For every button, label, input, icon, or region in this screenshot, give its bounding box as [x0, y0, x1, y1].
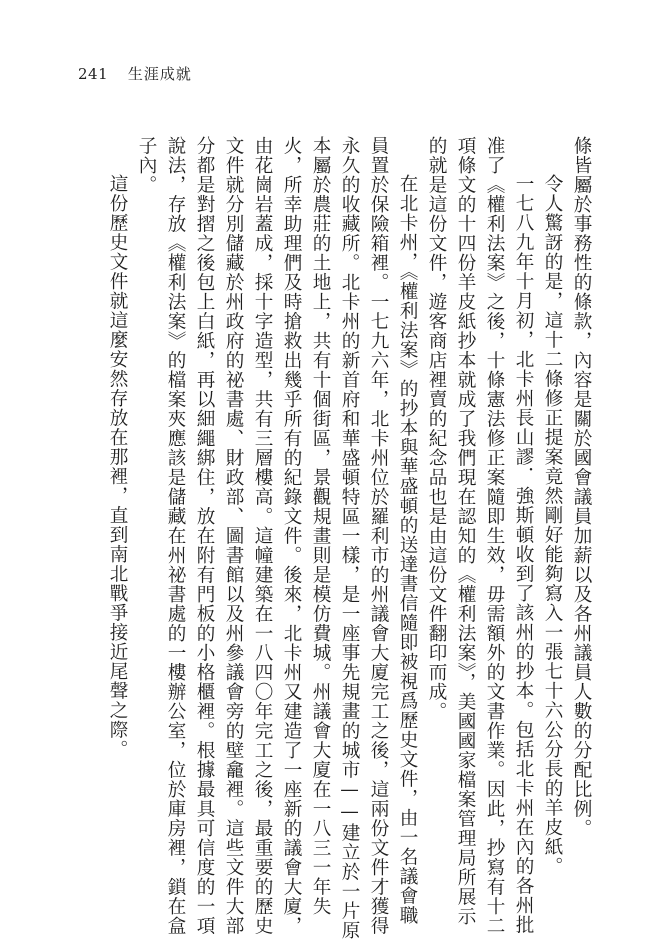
text-column: 本屬於農莊的土地上，共有十個街區，景觀規畫則是模仿費城。州議會大廈在一八三一年失	[310, 136, 331, 916]
text-column: 的就是這份文件，遊客商店裡賣的紀念品也是由這份文件翻印而成。	[426, 136, 447, 721]
text-column: 這份歷史文件就這麼安然存放在那裡，直到南北戰爭接近尾聲之際。	[107, 174, 128, 759]
text-column: 由花崗岩蓋成，採十字造型，共有三層樓高。這幢建築在一八四〇年完工之後，最重要的歷史	[252, 136, 273, 936]
text-column: 文件就分別儲藏於州政府的祕書處、財政部、圖書館以及州參議會旁的壁龕裡。這些文件大部	[223, 136, 244, 936]
page-number: 241	[78, 65, 109, 83]
text-column: 說法，存放《權利法案》的檔案夾應該是儲藏在州祕書處的一樓辦公室，位於庫房裡，鎖在盒	[165, 136, 186, 936]
body-text	[107, 136, 592, 940]
text-column: 員置於保險箱裡。一七九六年，北卡州位於羅利市的州議會大廈完工之後，這兩份文件才獲得	[368, 136, 389, 936]
text-column: 永久的收藏所。北卡州的新首府和華盛頓特區一樣，是一座事先規畫的城市——建立於一片原	[339, 136, 360, 940]
running-head	[78, 63, 192, 84]
text-column: 一七八九年十月初，北卡州長山謬．強斯頓收到了該州的抄本。包括北卡州在內的各州批	[513, 174, 534, 935]
book-title: 生涯成就	[127, 65, 192, 83]
text-column: 分都是對摺之後包上白紙，再以細繩綁住，放在附有門板的小格櫃裡。根據最具可信度的一項	[194, 136, 215, 936]
text-column: 子內。	[136, 136, 157, 195]
text-column: 准了《權利法案》之後，十條憲法修正案隨即生效，毋需額外的文書作業。因此，抄寫有十二	[484, 136, 505, 936]
text-column: 在北卡州，《權利法案》的抄本與華盛頓的送達書信隨即被視爲歷史文件，由一名議會職	[397, 174, 418, 926]
text-column: 項條文的十四份羊皮紙抄本就成了我們現在認知的《權利法案》，美國國家檔案管理局所展示	[455, 136, 476, 927]
text-column: 火，所幸助理們及時搶救出幾乎所有的紀錄文件。後來，北卡州又建造了一座新的議會大廈，	[281, 136, 302, 936]
text-column: 條皆屬於事務性的條款，內容是關於國會議員加薪以及各州議員人數的分配比例。	[571, 136, 592, 838]
text-column: 令人驚訝的是，這十二條修正提案竟然剛好能夠寫入一張七十六公分長的羊皮紙。	[542, 174, 563, 876]
